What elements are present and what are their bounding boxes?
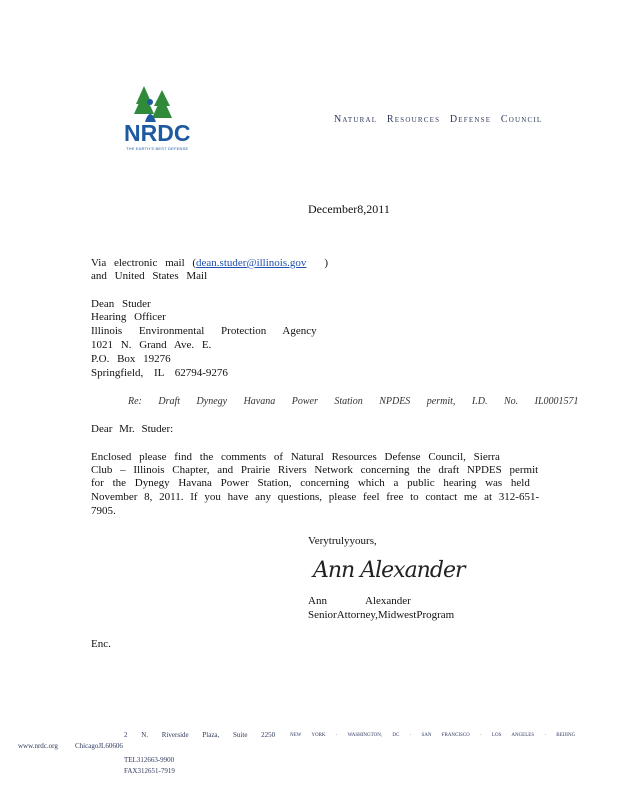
nrdc-logo <box>118 84 208 156</box>
recipient-po-box: P.O. Box 19276 <box>91 353 171 365</box>
body-line-1: Enclosed please find the comments of Natural Resources Defense Council, Sierra <box>91 451 500 463</box>
delivery-line <box>91 257 328 269</box>
recipient-name: Dean Studer <box>91 298 151 310</box>
tree-person-icon <box>126 84 186 124</box>
delivery-line-2: and United States Mail <box>91 270 208 282</box>
signer-first: Ann <box>308 595 327 607</box>
letter-date: December8,2011 <box>308 202 390 216</box>
signer-last: Alexander <box>365 595 411 607</box>
logo-tagline: THE EARTH'S BEST DEFENSE <box>126 146 189 151</box>
body-line-3: for the Dynegy Havana Power Station, concerning which a public hearing was held <box>91 477 530 489</box>
logo-wordmark: NRDC <box>124 120 191 146</box>
signature: Ann Alexander <box>313 558 465 583</box>
body-line-5: 7905. <box>91 505 116 517</box>
recipient-title: Hearing Officer <box>91 311 166 323</box>
footer-offices: NEW YORK · WASHINGTON, DC · SAN FRANCISCO · LOS ANGELES · BEIJING <box>290 733 576 738</box>
recipient-city: Springfield, IL 62794-9276 <box>91 367 228 379</box>
recipient-agency: Illinois Environmental Protection Agency <box>91 325 317 337</box>
body-line-4: November 8, 2011. If you have any questions, please feel free to contact me at 312-651- <box>91 491 540 503</box>
recipient-street: 1021 N. Grand Ave. E. <box>91 339 212 351</box>
footer-website[interactable]: www.nrdc.org <box>18 742 58 750</box>
enclosure: Enc. <box>91 638 111 650</box>
footer-city: ChicagoJL60606 <box>75 742 123 750</box>
footer-fax: FAX312651-7919 <box>124 767 175 775</box>
email-link[interactable]: dean.studer@illinois.gov <box>196 257 307 269</box>
signer-title: SeniorAttorney,MidwestProgram <box>308 609 455 621</box>
body-line-2: Club – Illinois Chapter, and Prairie Rivers Network concerning the draft NPDES permit <box>91 464 539 476</box>
delivery-prefix: Via electronic mail ( <box>91 257 197 269</box>
closing: Verytrulyyours, <box>308 535 377 547</box>
footer-tel: TEL312663-9900 <box>124 756 175 764</box>
re-line: Re: Draft Dynegy Havana Power Station NPDES permit, I.D. No. IL0001571 <box>128 396 579 407</box>
org-name: Natural Resources Defense Council <box>334 114 543 125</box>
delivery-suffix: ) <box>324 257 329 269</box>
salutation: Dear Mr. Studer: <box>91 423 174 435</box>
footer-address: 2 N. Riverside Plaza, Suite 2250 <box>124 731 276 739</box>
